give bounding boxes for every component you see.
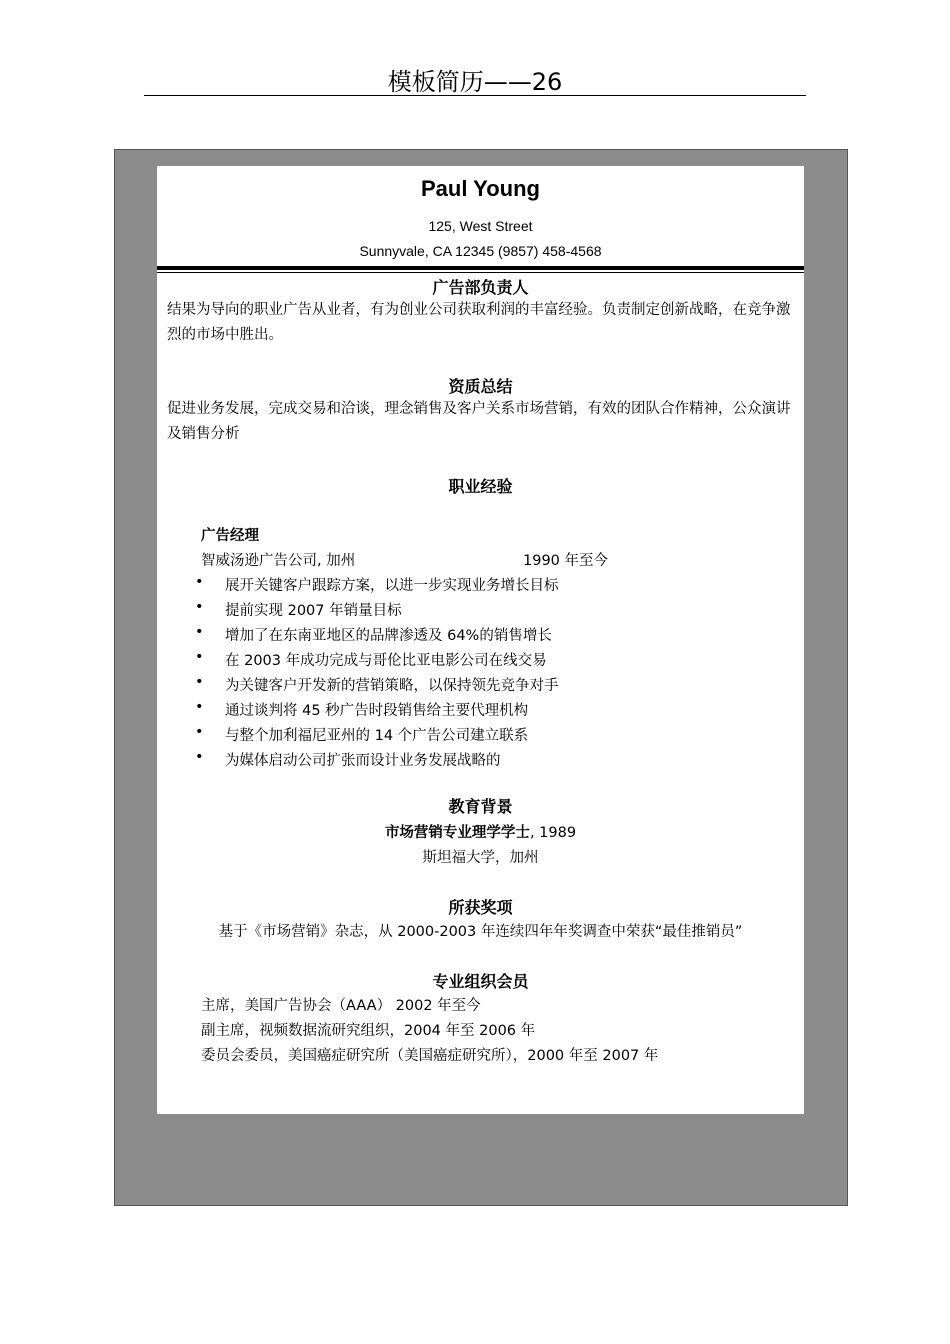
summary-text: 促进业务发展，完成交易和洽谈，理念销售及客户关系市场营销，有效的团队合作精神，公众演讲及销售分析 [167,401,791,442]
membership-item: 委员会委员，美国癌症研究所（美国癌症研究所），2000 年至 2007 年 [201,1048,659,1064]
education-degree: 市场营销专业理学学士 [384,825,530,841]
membership-item: 副主席，视频数据流研究组织，2004 年至 2006 年 [201,1023,536,1039]
summary-heading: 资质总结 [448,377,513,396]
resume-paper [157,166,804,1114]
experience-bullet: 提前实现 2007 年销量目标 [225,603,402,619]
job-title: 广告经理 [201,528,259,544]
experience-bullet: 展开关键客户跟踪方案，以进一步实现业务增长目标 [225,578,559,594]
experience-bullet: 在 2003 年成功完成与哥伦比亚电影公司在线交易 [225,653,547,669]
address-street: 125, West Street [428,218,533,234]
memberships-heading: 专业组织会员 [432,972,529,991]
bullet-marker: • [195,574,204,590]
address-city-phone: Sunnyvale, CA 12345 (9857) 458-4568 [359,243,602,259]
page-title: 模板简历——26 [387,68,563,96]
bullet-marker: • [195,649,204,665]
header-divider-thick [157,266,804,270]
awards-heading: 所获奖项 [448,898,513,917]
experience-bullet: 通过谈判将 45 秒广告时段销售给主要代理机构 [225,703,529,719]
bullet-marker: • [195,599,204,615]
job-company: 智威汤逊广告公司, 加州 [201,553,356,569]
bullet-marker: • [195,699,204,715]
candidate-name: Paul Young [421,176,540,201]
bullet-marker: • [195,624,204,640]
objective-text: 结果为导向的职业广告从业者，有为创业公司获取利润的丰富经验。负责制定创新战略，在竞争激烈的市场中胜出。 [167,302,791,343]
bullet-marker: • [195,749,204,765]
bullet-marker: • [195,674,204,690]
experience-heading: 职业经验 [448,477,513,496]
experience-bullet: 与整个加利福尼亚州的 14 个广告公司建立联系 [225,728,529,744]
title-underline [144,95,806,96]
membership-item: 主席，美国广告协会（AAA） 2002 年至今 [201,998,481,1014]
education-heading: 教育背景 [448,797,513,816]
experience-bullet: 为关键客户开发新的营销策略，以保持领先竞争对手 [225,678,559,694]
experience-bullet: 为媒体启动公司扩张而设计业务发展战略的 [225,753,501,769]
header-divider-thin [157,272,804,273]
education-school: 斯坦福大学，加州 [422,850,539,866]
job-period: 1990 年至今 [523,553,609,569]
experience-bullet: 增加了在东南亚地区的品牌渗透及 64%的销售增长 [225,628,552,644]
objective-heading: 广告部负责人 [432,278,529,297]
education-year: , 1989 [529,825,577,841]
education-degree-line [157,821,804,842]
awards-text: 基于《市场营销》杂志，从 2000-2003 年连续四年年奖调查中荣获“最佳推销员” [218,924,743,940]
bullet-marker: • [195,724,204,740]
